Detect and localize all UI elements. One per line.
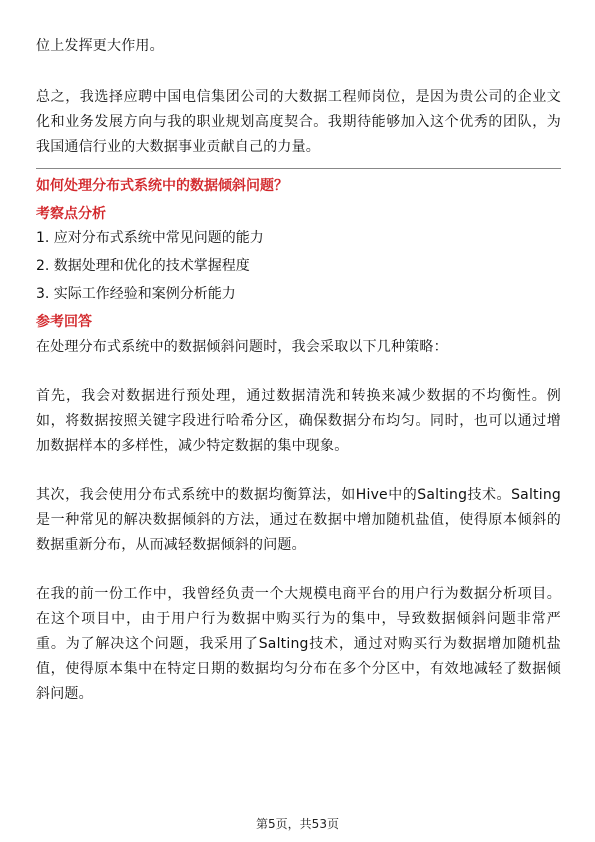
list-item: 1. 应对分布式系统中常见问题的能力 bbox=[36, 230, 264, 246]
answer-paragraph-second: 其次，我会使用分布式系统中的数据均衡算法，如Hive中的Salting技术。Salting是一种常见的解决数据倾斜的方法，通过在数据中增加随机盐值，使得原本倾斜的数据重新分布，从而减轻数据倾斜的问题。 bbox=[36, 487, 561, 553]
answer-paragraph-intro: 在处理分布式系统中的数据倾斜问题时，我会采取以下几种策略： bbox=[36, 339, 448, 355]
intro-paragraph-tail: 位上发挥更大作用。 bbox=[36, 38, 164, 54]
document-body bbox=[36, 34, 561, 707]
question-title: 如何处理分布式系统中的数据倾斜问题？ bbox=[36, 178, 288, 194]
answer-heading: 参考回答 bbox=[36, 314, 92, 330]
analysis-heading: 考察点分析 bbox=[36, 206, 106, 222]
answer-paragraph-experience: 在我的前一份工作中，我曾经负责一个大规模电商平台的用户行为数据分析项目。在这个项目中，由于用户行为数据中购买行为的集中，导致数据倾斜问题非常严重。为了解决这个问题，我采用了Salting技术，通过对购买行为数据增加随机盐值，使得原本集中在特定日期的数据均匀分布在多个分区中，有效地减轻了数据倾斜问题。 bbox=[36, 586, 561, 702]
intro-paragraph-summary: 总之，我选择应聘中国电信集团公司的大数据工程师岗位，是因为贵公司的企业文化和业务发展方向与我的职业规划高度契合。我期待能够加入这个优秀的团队，为我国通信行业的大数据事业贡献自己的力量。 bbox=[36, 89, 561, 155]
answer-paragraph-first: 首先，我会对数据进行预处理，通过数据清洗和转换来减少数据的不均衡性。例如，将数据按照关键字段进行哈希分区，确保数据分布均匀。同时，也可以通过增加数据样本的多样性，减少特定数据的集中现象。 bbox=[36, 388, 561, 454]
page-number: 第5页，共53页 bbox=[256, 817, 339, 831]
list-item: 3. 实际工作经验和案例分析能力 bbox=[36, 286, 236, 302]
analysis-list bbox=[36, 227, 561, 305]
list-item: 2. 数据处理和优化的技术掌握程度 bbox=[36, 258, 250, 274]
section-divider bbox=[36, 168, 561, 169]
